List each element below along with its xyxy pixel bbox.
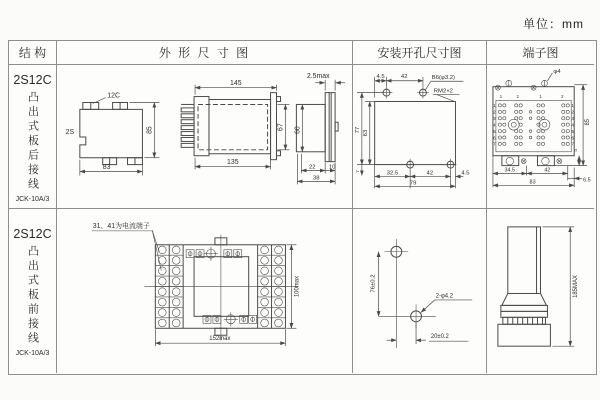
panel-height-dim: 60	[294, 126, 302, 134]
row2-model: 2S12C	[13, 227, 52, 241]
svg-text:6: 6	[571, 135, 574, 141]
front-width-dim: 83	[102, 164, 111, 172]
svg-text:5: 5	[493, 128, 496, 134]
svg-text:2: 2	[571, 109, 574, 115]
row2-terminal-cell	[487, 209, 594, 373]
header-terminal-diagram: 端子图	[487, 41, 594, 65]
svg-text:3: 3	[493, 116, 496, 122]
side-height-dim: 67	[277, 123, 285, 131]
terminal-b-dim-1: 34.5	[504, 167, 516, 174]
panel-depth-dim-1: 22	[308, 164, 316, 171]
front-top-label: 12C	[107, 92, 120, 100]
unit-label: 单位：mm	[523, 17, 584, 31]
cutout-b-dim-3: 4.5	[461, 170, 470, 177]
terminal-col-label-4: 2	[561, 94, 564, 100]
relay-profile	[498, 227, 551, 346]
cutout-b-dim-2: 42	[426, 170, 434, 177]
row2-relay-code: JCK-10A/3	[15, 349, 50, 357]
svg-text:1: 1	[493, 103, 496, 109]
terminal-b-dim-2: 42	[544, 167, 551, 174]
svg-text:3: 3	[571, 116, 574, 122]
svg-text:2: 2	[493, 109, 496, 115]
svg-text:6: 6	[493, 135, 496, 141]
side-length-dim: 145	[230, 80, 242, 88]
svg-text:4: 4	[493, 122, 496, 128]
svg-text:7: 7	[493, 141, 496, 147]
front-wiring-height-dim: 100max	[294, 275, 301, 298]
row1-install-cell	[353, 65, 487, 209]
cutout-b-dim-1: 32.5	[386, 170, 399, 177]
svg-text:7: 7	[571, 141, 574, 147]
terminal-col-label-3: 1	[539, 94, 542, 100]
front-wiring-width-dim: 152max	[209, 336, 231, 343]
header-structure: 结 构	[9, 41, 57, 65]
dimension-table	[8, 40, 597, 375]
terminal-col-label-2: 2	[516, 94, 519, 100]
row2-install-cell	[353, 209, 487, 373]
terminal-hole-dim: φ4	[553, 68, 561, 75]
row1-model: 2S12C	[13, 73, 52, 87]
terminal-contact-grid	[498, 104, 569, 146]
cutout-thread-spec: RM2×2	[433, 88, 453, 95]
terminal-diagram-rear	[487, 65, 594, 208]
svg-text:5: 5	[571, 128, 574, 134]
row2-outline-cell	[57, 209, 353, 373]
outline-drawing-front-wiring	[57, 209, 352, 373]
hole-spacing-y: 76±0.2	[370, 274, 377, 293]
front-height-dim: 85	[146, 126, 154, 134]
cutout-top-dim-2: 42	[400, 73, 408, 80]
relay-front-view	[80, 102, 143, 164]
relay-profile-drawing	[487, 209, 594, 373]
cutout-outline	[375, 101, 456, 164]
profile-height-dim: 185MAX	[573, 275, 580, 298]
row1-outline-cell	[57, 65, 353, 209]
svg-text:4: 4	[571, 122, 574, 128]
panel-depth-dim-2: 10	[328, 164, 336, 171]
cutout-v-dim-77: 77	[354, 126, 361, 134]
terminal-b-dim-4: 83	[529, 179, 536, 186]
panel-gap-dim: 2.5max	[306, 72, 330, 80]
hole-spacing-x: 20±0.2	[430, 334, 449, 341]
terminal-tab-dim: 4	[574, 149, 580, 152]
row1-terminal-cell	[487, 65, 594, 209]
install-holes-drawing-front	[353, 209, 486, 373]
cutout-b-dim-4: 79	[409, 180, 417, 187]
svg-text:1: 1	[571, 103, 574, 109]
row1-mount-type: 凸出式板后接线	[26, 91, 39, 193]
front-left-label: 2S	[65, 129, 75, 137]
side-body-length-dim: 135	[227, 159, 239, 167]
cutout-hole-spec: B6(φ3.2)	[431, 74, 456, 81]
terminal-b-dim-3: 6.5	[583, 177, 591, 184]
cutout-v-dim-7: 7	[355, 170, 361, 173]
header-outline-dims: 外 形 尺 寸 图	[57, 41, 353, 65]
install-cutout-drawing-rear	[353, 65, 486, 208]
cutout-top-dim-1: 4.5	[376, 73, 385, 80]
row2-structure-cell	[9, 209, 57, 373]
cutout-v-dim-63: 63	[362, 129, 369, 137]
row1-structure-cell	[9, 65, 57, 209]
current-terminal-note: 31、41为电流端子	[92, 222, 150, 230]
panel-depth-dim-3: 38	[312, 175, 320, 182]
row2-mount-type: 凸出式板前接线	[26, 245, 39, 347]
outline-drawing-rear-wiring	[57, 65, 352, 208]
terminal-col-label-1: 1	[499, 94, 503, 100]
header-install-dims: 安装开孔尺寸图	[353, 41, 487, 65]
center-lines	[144, 235, 301, 343]
terminal-height-dim: 85	[585, 118, 592, 126]
hole-spec-label: 2-φ4.2	[435, 293, 454, 300]
row1-relay-code: JCK-10A/3	[15, 195, 50, 203]
